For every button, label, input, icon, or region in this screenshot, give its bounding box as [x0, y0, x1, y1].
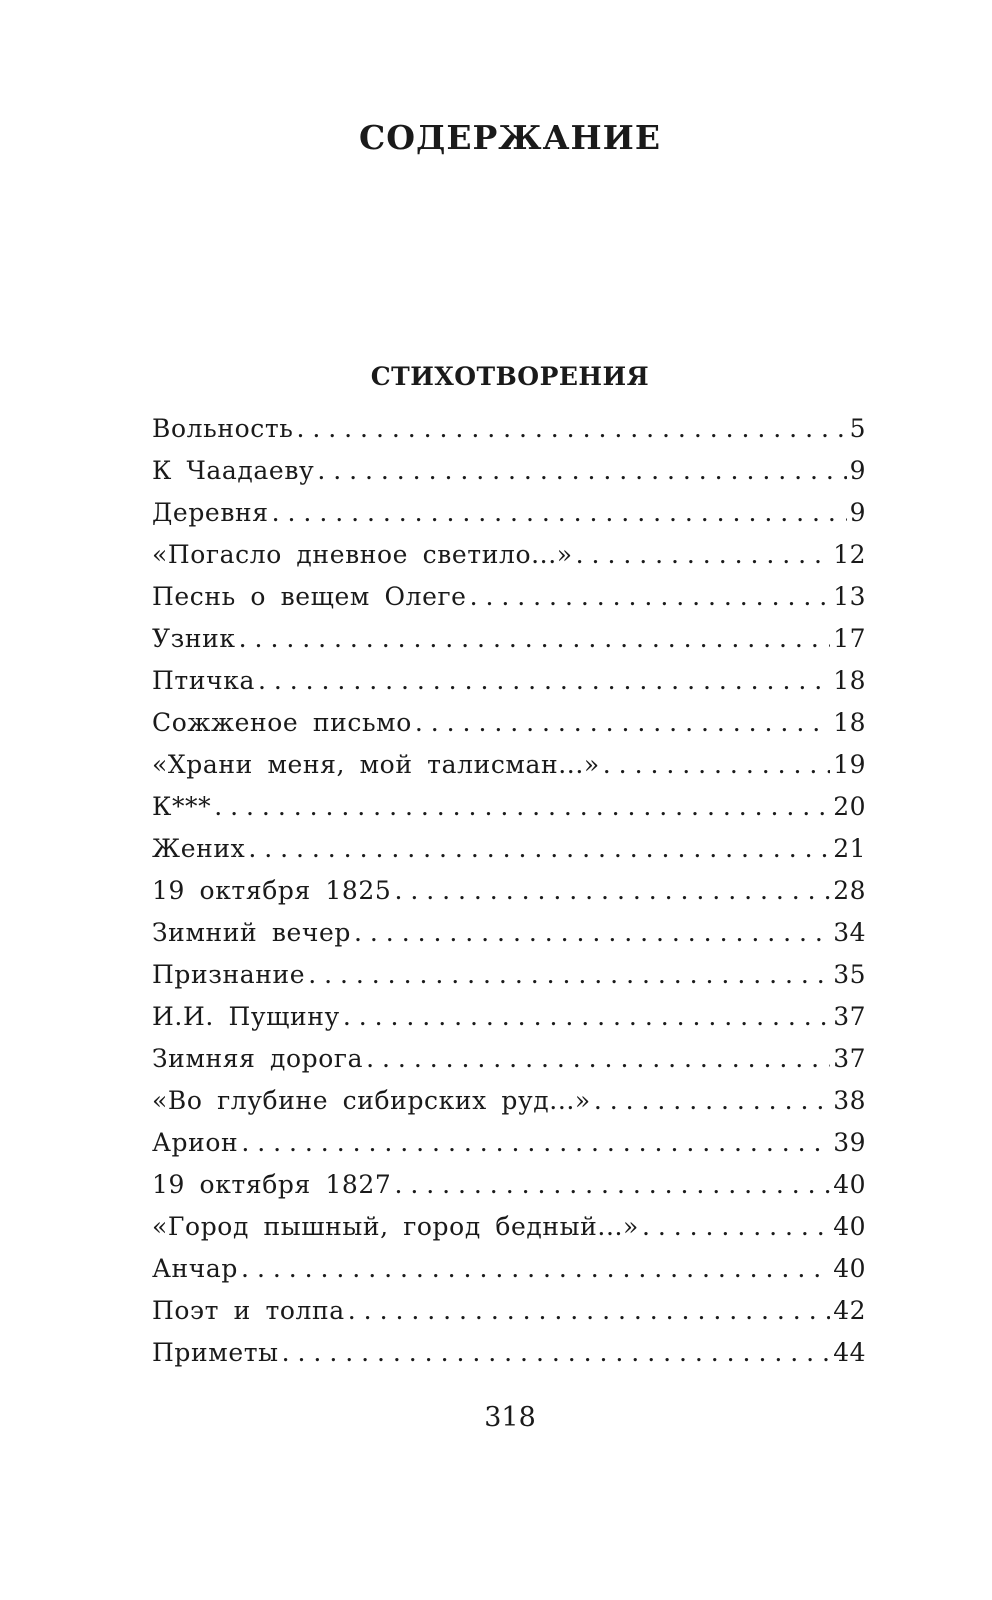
toc-entry	[152, 786, 866, 828]
toc-entry-title: Зимний вечер	[152, 918, 352, 947]
toc-entry-title: Узник	[152, 624, 236, 653]
toc-entry-page: 20	[833, 792, 866, 821]
dot-leader	[594, 1080, 830, 1122]
toc-entry	[152, 1332, 866, 1374]
toc-entry-title: «Храни меня, мой талисман...»	[152, 750, 600, 779]
toc-entry-title: Деревня	[152, 498, 269, 527]
dot-leader	[354, 912, 830, 954]
toc-entry-page: 40	[833, 1170, 866, 1199]
toc-entry-title: «Погасло дневное светило...»	[152, 540, 573, 569]
toc-entry-title: И.И. Пущину	[152, 1002, 340, 1031]
toc-entry-title: Признание	[152, 960, 306, 989]
toc-entry-title: Анчар	[152, 1254, 239, 1283]
toc-entry	[152, 912, 866, 954]
page-title: СОДЕРЖАНИЕ	[358, 118, 661, 157]
dot-leader	[241, 1122, 830, 1164]
toc-entry-page: 21	[833, 834, 866, 863]
table-of-contents	[152, 408, 866, 1374]
dot-leader	[394, 870, 830, 912]
toc-entry-page: 35	[833, 960, 866, 989]
toc-entry	[152, 1290, 866, 1332]
toc-entry-title: Вольность	[152, 414, 294, 443]
toc-entry	[152, 702, 866, 744]
toc-entry	[152, 996, 866, 1038]
toc-entry	[152, 492, 866, 534]
dot-leader	[343, 996, 830, 1038]
dot-leader	[258, 660, 830, 702]
toc-entry-page: 39	[833, 1128, 866, 1157]
dot-leader	[308, 954, 830, 996]
toc-entry-page: 40	[833, 1254, 866, 1283]
toc-entry	[152, 660, 866, 702]
toc-entry	[152, 1080, 866, 1122]
dot-leader	[214, 786, 830, 828]
toc-entry-title: 19 октября 1825	[152, 876, 392, 905]
toc-entry-title: 19 октября 1827	[152, 1170, 392, 1199]
dot-leader	[282, 1332, 831, 1374]
toc-entry	[152, 618, 866, 660]
toc-entry-page: 9	[849, 498, 866, 527]
toc-entry	[152, 1122, 866, 1164]
toc-entry	[152, 534, 866, 576]
section-title: СТИХОТВОРЕНИЯ	[370, 362, 650, 391]
toc-entry-title: Птичка	[152, 666, 255, 695]
toc-entry	[152, 828, 866, 870]
toc-entry-page: 12	[833, 540, 866, 569]
toc-entry	[152, 954, 866, 996]
dot-leader	[317, 450, 846, 492]
toc-entry-title: Песнь о вещем Олеге	[152, 582, 467, 611]
dot-leader	[241, 1248, 830, 1290]
toc-entry-title: Зимняя дорога	[152, 1044, 364, 1073]
toc-entry-page: 34	[833, 918, 866, 947]
toc-entry-page: 17	[833, 624, 866, 653]
toc-entry-title: «Город пышный, город бедный...»	[152, 1212, 639, 1241]
toc-entry-page: 9	[849, 456, 866, 485]
toc-entry-page: 28	[833, 876, 866, 905]
dot-leader	[603, 744, 830, 786]
toc-entry-page: 42	[833, 1296, 866, 1325]
toc-entry-page: 44	[833, 1338, 866, 1367]
toc-entry-title: Поэт и толпа	[152, 1296, 345, 1325]
toc-entry	[152, 870, 866, 912]
toc-entry	[152, 1164, 866, 1206]
toc-entry	[152, 1206, 866, 1248]
toc-entry	[152, 576, 866, 618]
toc-entry-page: 5	[849, 414, 866, 443]
toc-entry	[152, 450, 866, 492]
dot-leader	[576, 534, 831, 576]
toc-entry-title: Сожженое письмо	[152, 708, 412, 737]
toc-entry-title: К Чаадаеву	[152, 456, 315, 485]
dot-leader	[239, 618, 831, 660]
toc-entry-page: 18	[833, 666, 866, 695]
toc-entry-page: 38	[833, 1086, 866, 1115]
dot-leader	[272, 492, 847, 534]
toc-entry	[152, 1248, 866, 1290]
dot-leader	[348, 1290, 830, 1332]
toc-entry-title: «Во глубине сибирских руд...»	[152, 1086, 591, 1115]
toc-entry-page: 18	[833, 708, 866, 737]
toc-entry-title: К***	[152, 792, 212, 821]
dot-leader	[642, 1206, 830, 1248]
dot-leader	[366, 1038, 830, 1080]
toc-entry-page: 19	[833, 750, 866, 779]
toc-entry-page: 37	[833, 1002, 866, 1031]
dot-leader	[296, 408, 846, 450]
toc-entry-title: Арион	[152, 1128, 239, 1157]
toc-entry	[152, 408, 866, 450]
toc-entry-title: Жених	[152, 834, 246, 863]
toc-entry	[152, 744, 866, 786]
toc-entry-page: 13	[833, 582, 866, 611]
toc-entry-title: Приметы	[152, 1338, 279, 1367]
dot-leader	[248, 828, 830, 870]
dot-leader	[394, 1164, 830, 1206]
toc-entry	[152, 1038, 866, 1080]
dot-leader	[470, 576, 831, 618]
toc-entry-page: 37	[833, 1044, 866, 1073]
dot-leader	[415, 702, 830, 744]
toc-entry-page: 40	[833, 1212, 866, 1241]
page-number: 318	[484, 1402, 536, 1433]
